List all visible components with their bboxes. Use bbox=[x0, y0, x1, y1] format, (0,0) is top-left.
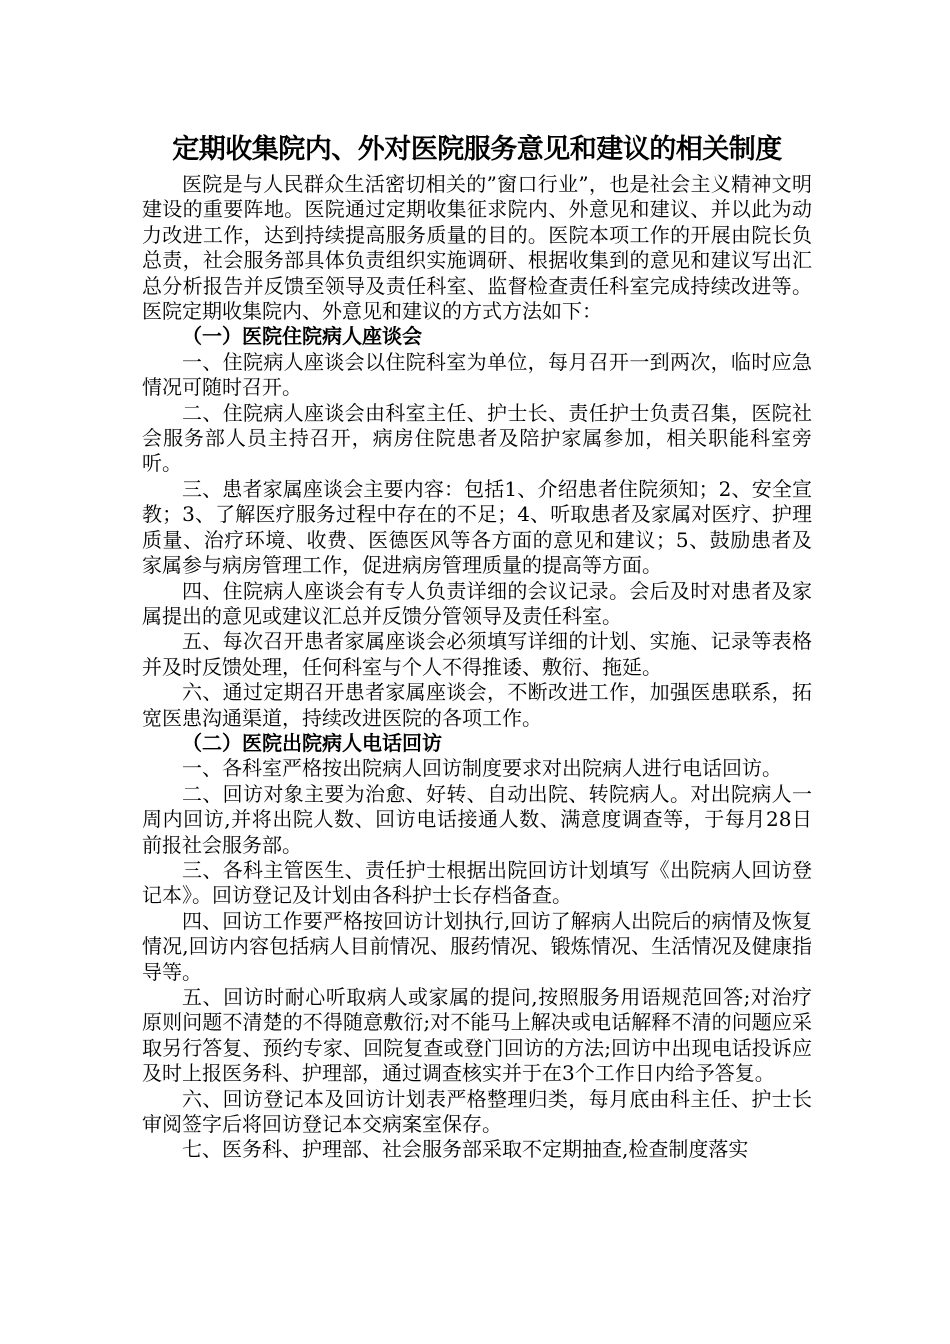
section-1-paragraph: 四、住院病人座谈会有专人负责详细的会议记录。会后及时对患者及家属提出的意见或建议汇总并反馈分管领导及责任科室。 bbox=[142, 578, 812, 628]
intro-paragraph: 医院是与人民群众生活密切相关的”窗口行业”，也是社会主义精神文明建设的重要阵地。医院通过定期收集征求院内、外意见和建议、并以此为动力改进工作，达到持续提高服务质量的目的。医院本项工作的开展由院长负总责，社会服务部具体负责组织实施调研、根据收集到的意见和建议写出汇总分析报告并反馈至领导及责任科室、监督检查责任科室完成持续改进等。医院定期收集院内、外意见和建议的方式方法如下： bbox=[142, 172, 812, 324]
section-heading-inpatient-forum: （一）医院住院病人座谈会 bbox=[182, 324, 422, 349]
section-1-paragraph: 五、每次召开患者家属座谈会必须填写详细的计划、实施、记录等表格并及时反馈处理，任何科室与个人不得推诿、敷衍、拖延。 bbox=[142, 629, 812, 679]
section-2-paragraph: 七、医务科、护理部、社会服务部采取不定期抽查,检查制度落实 bbox=[182, 1137, 749, 1162]
section-1-paragraph: 二、住院病人座谈会由科室主任、护士长、责任护士负责召集，医院社会服务部人员主持召开，病房住院患者及陪护家属参加，相关职能科室旁听。 bbox=[142, 400, 812, 476]
document-title: 定期收集院内、外对医院服务意见和建议的相关制度 bbox=[172, 134, 782, 165]
section-heading-phone-followup: （二）医院出院病人电话回访 bbox=[182, 730, 442, 755]
section-1-paragraph: 三、患者家属座谈会主要内容：包括1、介绍患者住院须知；2、安全宣教；3、了解医疗服务过程中存在的不足；4、听取患者及家属对医疗、护理质量、治疗环境、收费、医德医风等各方面的意见和建议；5、鼓励患者及家属参与病房管理工作，促进病房管理质量的提高等方面。 bbox=[142, 476, 812, 578]
section-1-paragraph: 六、通过定期召开患者家属座谈会，不断改进工作，加强医患联系，拓宽医患沟通渠道，持续改进医院的各项工作。 bbox=[142, 680, 812, 730]
section-2-paragraph: 二、回访对象主要为治愈、好转、自动出院、转院病人。对出院病人一周内回访,并将出院人数、回访电话接通人数、满意度调查等，于每月28日前报社会服务部。 bbox=[142, 781, 812, 857]
section-1-paragraph: 一、住院病人座谈会以住院科室为单位，每月召开一到两次，临时应急情况可随时召开。 bbox=[142, 349, 812, 400]
section-2-paragraph: 五、回访时耐心听取病人或家属的提问,按照服务用语规范回答;对治疗原则问题不清楚的不得随意敷衍;对不能马上解决或电话解释不清的问题应采取另行答复、预约专家、回院复查或登门回访的方法;回访中出现电话投诉应及时上报医务科、护理部，通过调查核实并于在3个工作日内给予答复。 bbox=[142, 985, 812, 1086]
section-2-paragraph: 一、各科室严格按出院病人回访制度要求对出院病人进行电话回访。 bbox=[182, 756, 782, 781]
section-2-paragraph: 六、回访登记本及回访计划表严格整理归类，每月底由科主任、护士长审阅签字后将回访登记本交病案室保存。 bbox=[142, 1086, 812, 1137]
section-2-paragraph: 三、各科主管医生、责任护士根据出院回访计划填写《出院病人回访登记本》。回访登记及计划由各科护士长存档备查。 bbox=[142, 857, 812, 908]
section-2-paragraph: 四、回访工作要严格按回访计划执行,回访了解病人出院后的病情及恢复情况,回访内容包括病人目前情况、服药情况、锻炼情况、生活情况及健康指导等。 bbox=[142, 908, 812, 984]
document-page bbox=[142, 128, 812, 1163]
